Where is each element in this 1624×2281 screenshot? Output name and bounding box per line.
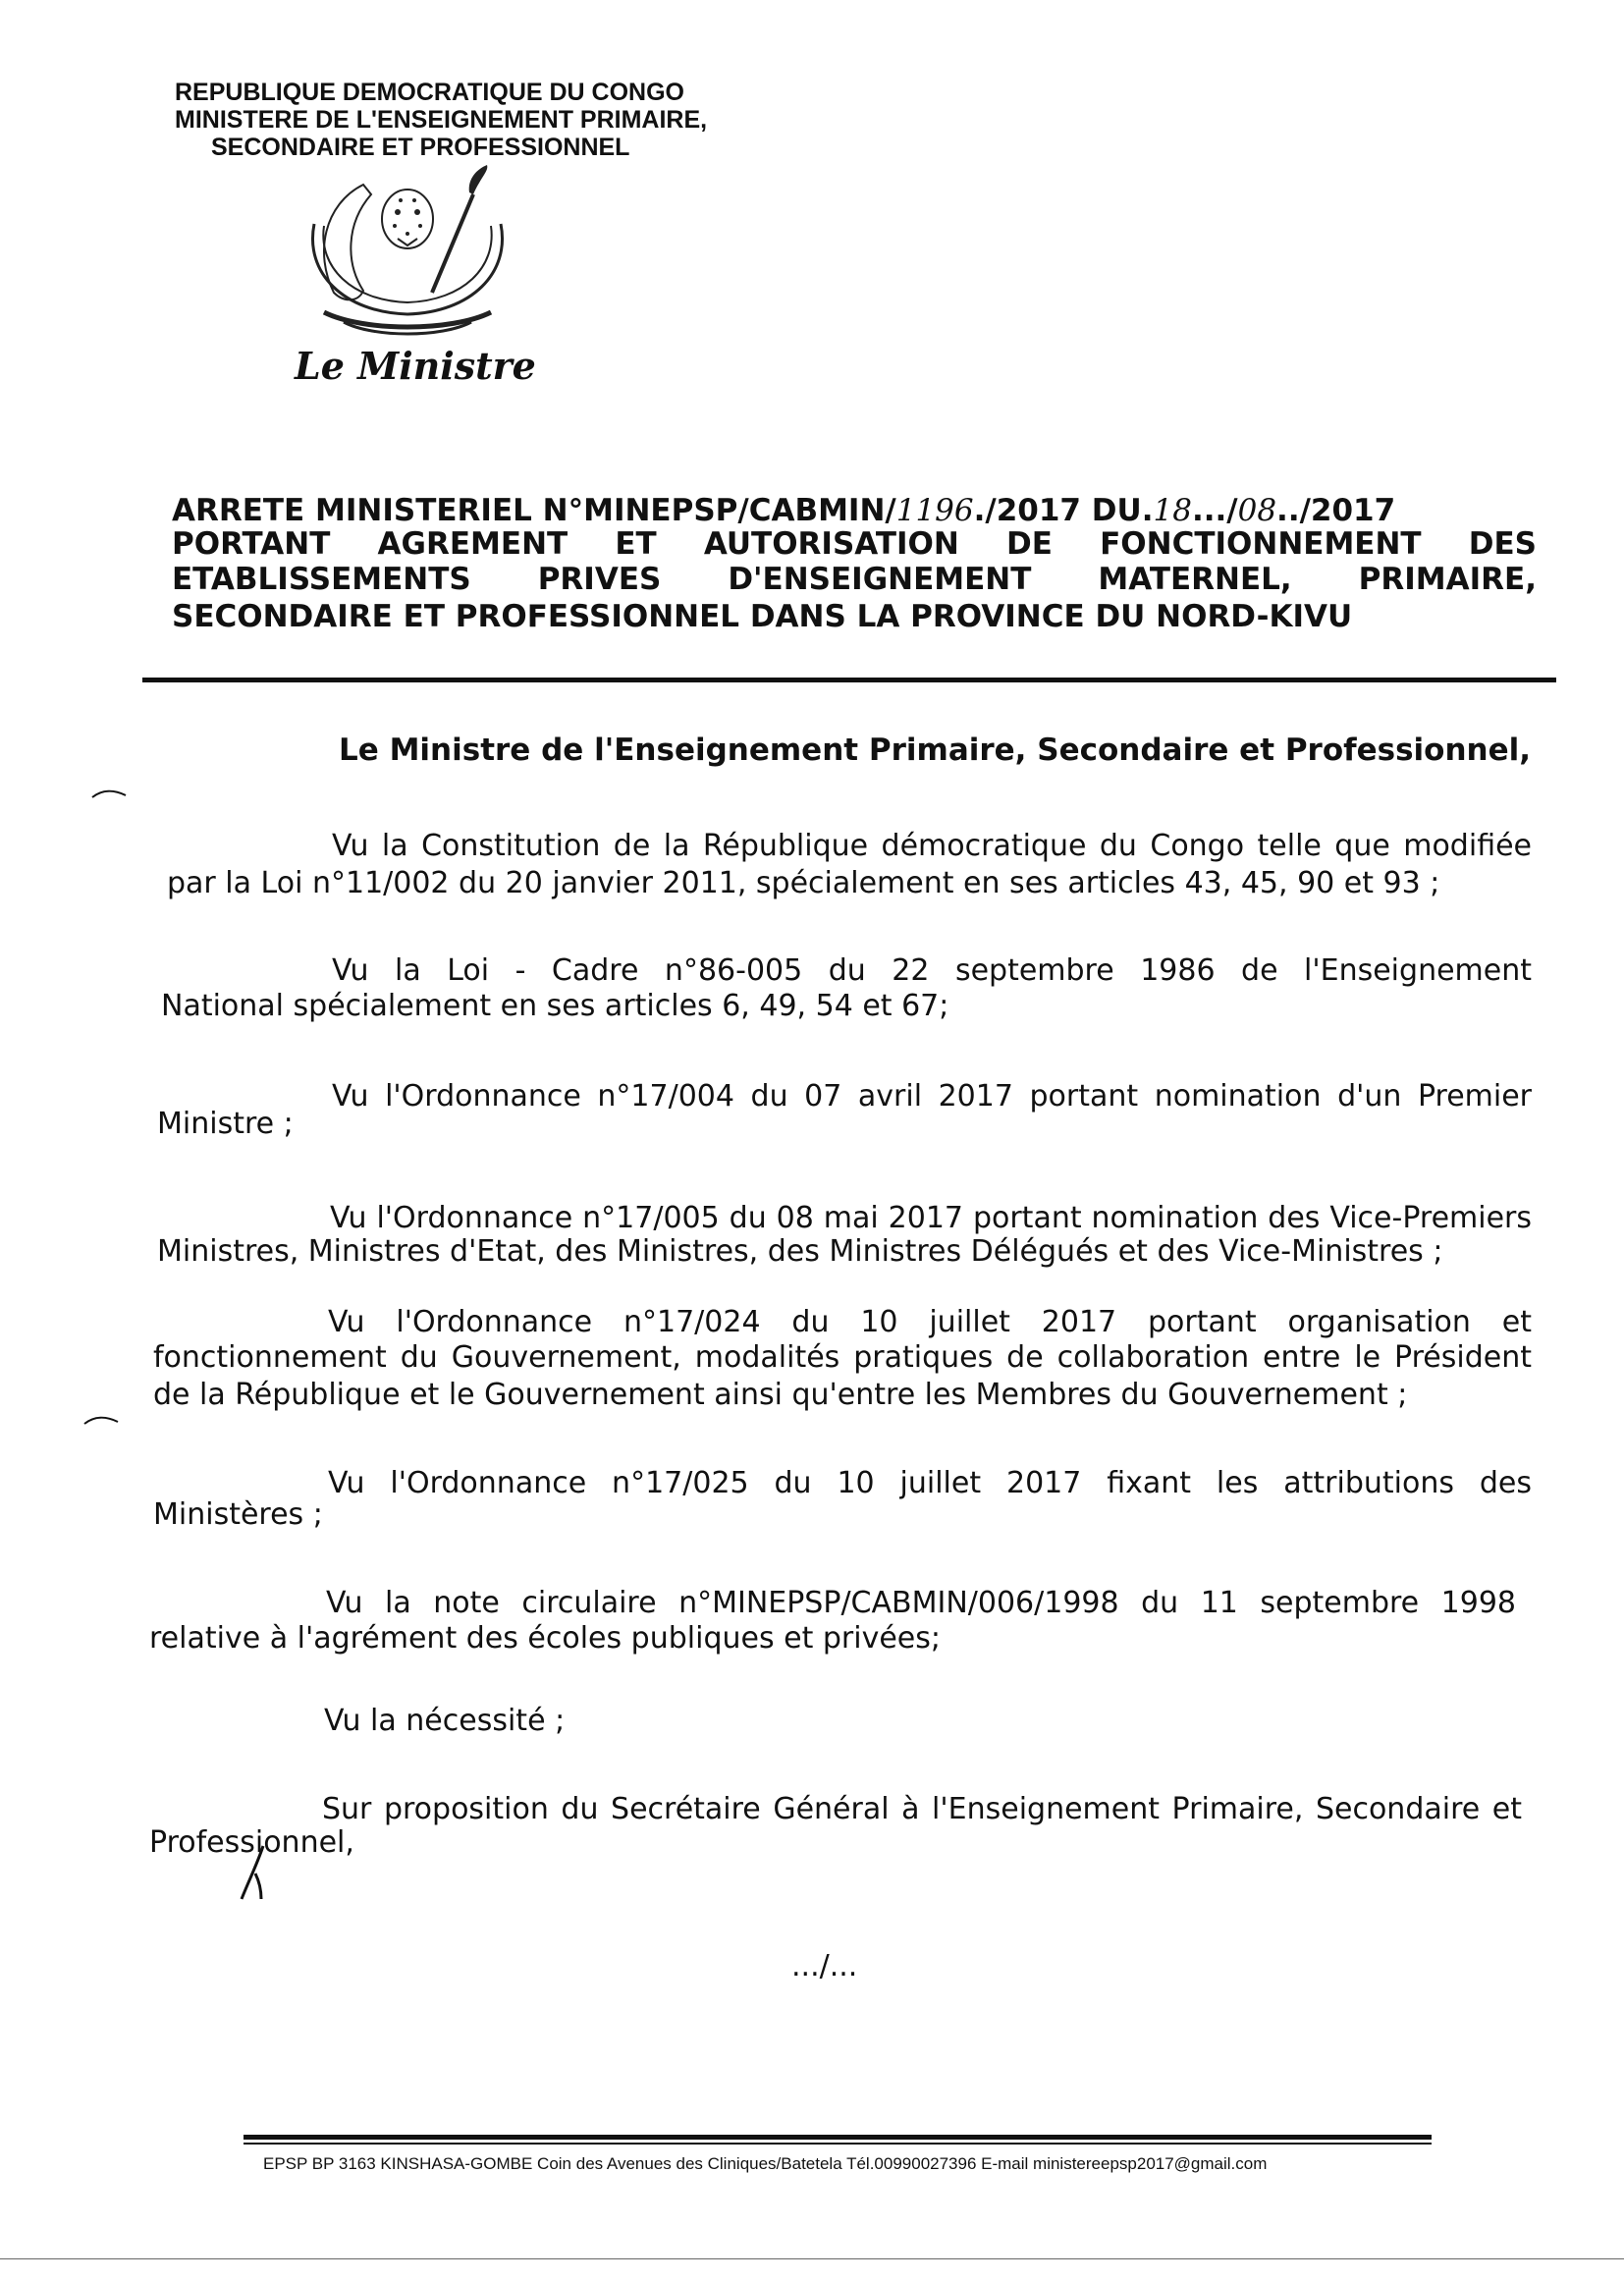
para-2-line-2: National spécialement en ses articles 6, 49, 54 et 67; [161, 989, 949, 1023]
footer-address: EPSP BP 3163 KINSHASA-GOMBE Coin des Avenues des Cliniques/Batetela Tél.00990027396 E-mail ministereepsp2017@gmail.com [263, 2154, 1268, 2173]
para-9-line-2: Professionnel, [149, 1825, 354, 1860]
para-6-line-1: Vu l'Ordonnance n°17/025 du 10 juillet 2017 fixant les attributions des [328, 1466, 1532, 1500]
arrete-title-line-2: PORTANT AGREMENT ET AUTORISATION DE FONCTIONNEMENT DES [172, 526, 1537, 562]
para-1-line-1: Vu la Constitution de la République démocratique du Congo telle que modifiée [332, 829, 1532, 863]
header-ministry: MINISTERE DE L'ENSEIGNEMENT PRIMAIRE, [175, 106, 708, 134]
para-2-line-1: Vu la Loi - Cadre n°86-005 du 22 septembre 1986 de l'Enseignement [332, 953, 1532, 988]
header-republic: REPUBLIQUE DEMOCRATIQUE DU CONGO [175, 79, 684, 106]
para-1-line-2: par la Loi n°11/002 du 20 janvier 2011, spécialement en ses articles 43, 45, 90 et 93 ; [167, 866, 1440, 900]
para-3-line-2: Ministre ; [157, 1107, 294, 1141]
arrete-handwritten-number: 1196 [895, 493, 974, 528]
coat-of-arms-icon [285, 165, 540, 342]
para-5-line-2: fonctionnement du Gouvernement, modalités pratiques de collaboration entre le Président [153, 1340, 1532, 1375]
arrete-title-line-4: SECONDAIRE ET PROFESSIONNEL DANS LA PROVINCE DU NORD-KIVU [172, 599, 1353, 634]
para-5-line-3: de la République et le Gouvernement ainsi qu'entre les Membres du Gouvernement ; [153, 1378, 1408, 1412]
para-6-line-2: Ministères ; [153, 1497, 323, 1532]
footer-divider-thin [244, 2143, 1432, 2145]
arrete-date-sep: .../ [1191, 493, 1238, 528]
arrete-handwritten-day: 18 [1153, 493, 1192, 528]
para-5-line-1: Vu l'Ordonnance n°17/024 du 10 juillet 2017 portant organisation et [328, 1305, 1532, 1339]
margin-mark-icon [90, 786, 130, 805]
continuation-mark: .../... [791, 1949, 858, 1983]
title-divider [142, 678, 1556, 682]
minister-title: Le Ministre de l'Enseignement Primaire, Secondaire et Professionnel, [339, 733, 1532, 768]
para-9-line-1: Sur proposition du Secrétaire Général à l'Enseignement Primaire, Secondaire et [322, 1792, 1522, 1826]
para-7-line-1: Vu la note circulaire n°MINEPSP/CABMIN/006/1998 du 11 septembre 1998 [326, 1586, 1516, 1620]
para-8-line-1: Vu la nécessité ; [324, 1704, 566, 1738]
arrete-year: ../2017 [1276, 493, 1396, 528]
para-7-line-2: relative à l'agrément des écoles publiques et privées; [149, 1621, 942, 1656]
footer-divider-thick [244, 2135, 1432, 2140]
signature-label: Le Ministre [295, 344, 536, 388]
page-bottom-edge [0, 2258, 1624, 2259]
para-4-line-1: Vu l'Ordonnance n°17/005 du 08 mai 2017 portant nomination des Vice-Premiers [330, 1201, 1532, 1235]
header-ministry-cont: SECONDAIRE ET PROFESSIONNEL [211, 134, 630, 161]
para-4-line-2: Ministres, Ministres d'Etat, des Ministres, des Ministres Délégués et des Vice-Ministres ; [157, 1234, 1443, 1269]
initial-mark-icon [234, 1844, 283, 1903]
margin-mark-icon [82, 1412, 122, 1432]
arrete-number-line [172, 495, 1537, 526]
para-3-line-1: Vu l'Ordonnance n°17/004 du 07 avril 2017 portant nomination d'un Premier [332, 1079, 1532, 1113]
arrete-number-prefix: ARRETE MINISTERIEL N°MINEPSP/CABMIN/ [172, 493, 896, 528]
arrete-title-line-3: ETABLISSEMENTS PRIVES D'ENSEIGNEMENT MATERNEL, PRIMAIRE, [172, 562, 1537, 597]
arrete-date-prefix: ./2017 DU. [973, 493, 1154, 528]
arrete-handwritten-month: 08 [1237, 493, 1277, 528]
